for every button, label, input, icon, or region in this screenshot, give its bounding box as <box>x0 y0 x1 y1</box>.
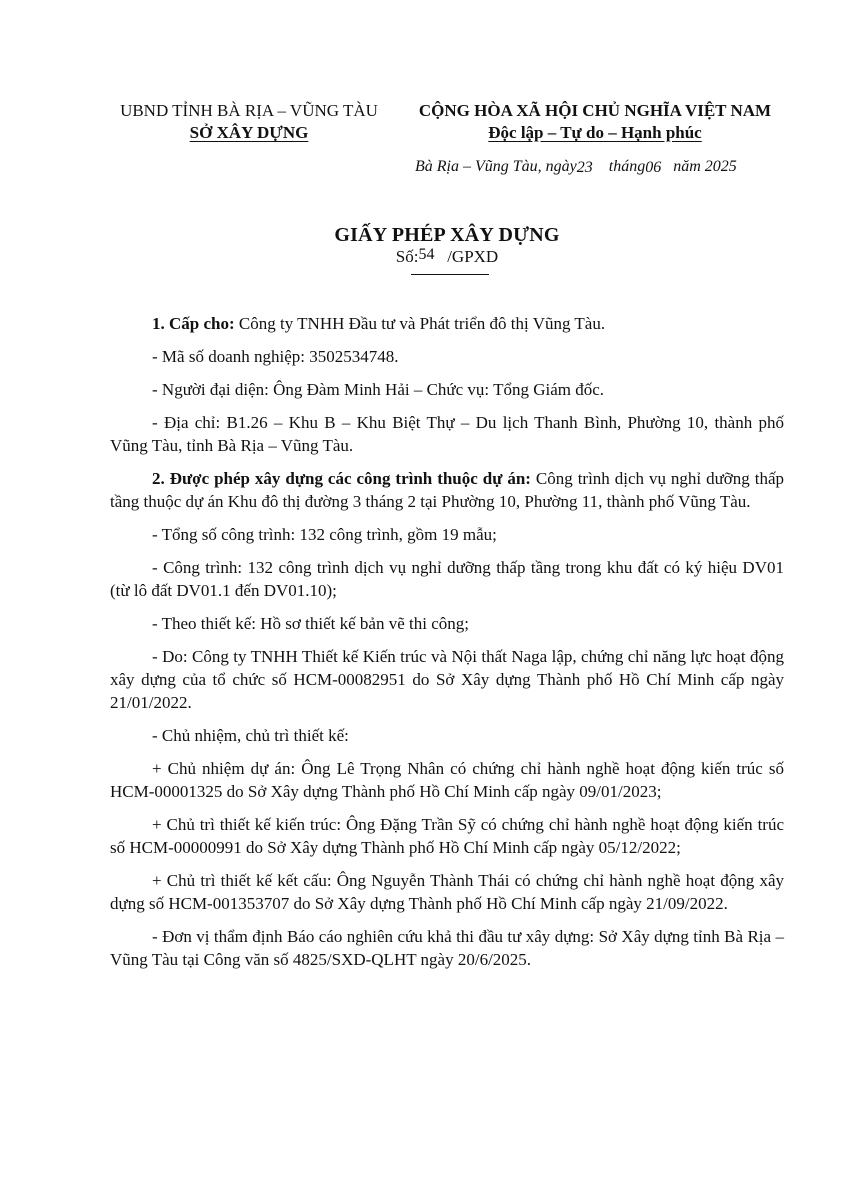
paragraph-permitted-works: 2. Được phép xây dựng các công trình thuộc dự án: Công trình dịch vụ nghỉ dưỡng thấp tầng thuộc dự án Khu đô thị đường 3 tháng 2 tại Phường 10, Phường 11, thành phố Vũng Tàu. <box>110 469 784 511</box>
document-body <box>110 312 784 981</box>
department-name: SỞ XÂY DỰNG <box>189 123 309 142</box>
paragraph-design-leads: - Chủ nhiệm, chủ trì thiết kế: <box>152 726 349 745</box>
issue-date: Bà Rịa – Vũng Tàu, ngày23 tháng06 năm 2025 <box>415 158 737 176</box>
paragraph-works: - Công trình: 132 công trình dịch vụ nghỉ dưỡng thấp tầng trong khu đất có ký hiệu DV01 (từ lô đất DV01.1 đến DV01.10); <box>110 558 784 600</box>
paragraph-project-lead: + Chủ nhiệm dự án: Ông Lê Trọng Nhân có chứng chỉ hành nghề hoạt động kiến trúc số HCM-00001325 do Sở Xây dựng Thành phố Hồ Chí Minh cấp ngày 09/01/2023; <box>110 759 784 801</box>
issuing-authority <box>104 100 394 144</box>
agency-name: UBND TỈNH BÀ RỊA – VŨNG TÀU <box>120 101 378 120</box>
paragraph-grantee: 1. Cấp cho: Công ty TNHH Đầu tư và Phát triển đô thị Vũng Tàu. <box>152 314 606 333</box>
paragraph-architecture-lead: + Chủ trì thiết kế kiến trúc: Ông Đặng Trần Sỹ có chứng chỉ hành nghề hoạt động kiến trúc số HCM-00000991 do Sở Xây dựng Thành phố Hồ Chí Minh cấp ngày 05/12/2022; <box>110 815 784 857</box>
paragraph-tax-code: - Mã số doanh nghiệp: 3502534748. <box>152 347 399 366</box>
paragraph-appraisal: - Đơn vị thẩm định Báo cáo nghiên cứu khả thi đầu tư xây dựng: Sở Xây dựng tỉnh Bà Rịa – Vũng Tàu tại Công văn số 4825/SXD-QLHT ngày 20/6/2025. <box>110 927 784 969</box>
paragraph-total-works: - Tổng số công trình: 132 công trình, gồm 19 mẫu; <box>152 525 497 544</box>
paragraph-representative: - Người đại diện: Ông Đàm Minh Hải – Chức vụ: Tổng Giám đốc. <box>152 380 605 399</box>
paragraph-design: - Theo thiết kế: Hồ sơ thiết kế bản vẽ thi công; <box>152 614 469 633</box>
national-title <box>400 100 790 144</box>
document-number: Số:54 /GPXD <box>395 246 499 266</box>
paragraph-designer: - Do: Công ty TNHH Thiết kế Kiến trúc và Nội thất Naga lập, chứng chỉ năng lực hoạt động xây dựng của tổ chức số HCM-00082951 do Sở Xây dựng Thành phố Hồ Chí Minh cấp ngày 21/01/2022. <box>110 647 784 712</box>
national-motto: Độc lập – Tự do – Hạnh phúc <box>488 123 702 142</box>
number-underline <box>411 274 489 275</box>
paragraph-structure-lead: + Chủ trì thiết kế kết cấu: Ông Nguyễn Thành Thái có chứng chỉ hành nghề hoạt động xây dựng số HCM-001353707 do Sở Xây dựng Thành phố Hồ Chí Minh cấp ngày 21/09/2022. <box>110 871 784 913</box>
paragraph-address: - Địa chỉ: B1.26 – Khu B – Khu Biệt Thự – Du lịch Thanh Bình, Phường 10, thành phố Vũng Tàu, tỉnh Bà Rịa – Vũng Tàu. <box>110 413 784 455</box>
date-day: 23 <box>576 159 593 176</box>
date-month: 06 <box>645 159 662 176</box>
permit-number: 54 <box>418 246 435 263</box>
document-title: GIẤY PHÉP XÂY DỰNG <box>334 224 560 246</box>
nation-name: CỘNG HÒA XÃ HỘI CHỦ NGHĨA VIỆT NAM <box>418 101 772 120</box>
